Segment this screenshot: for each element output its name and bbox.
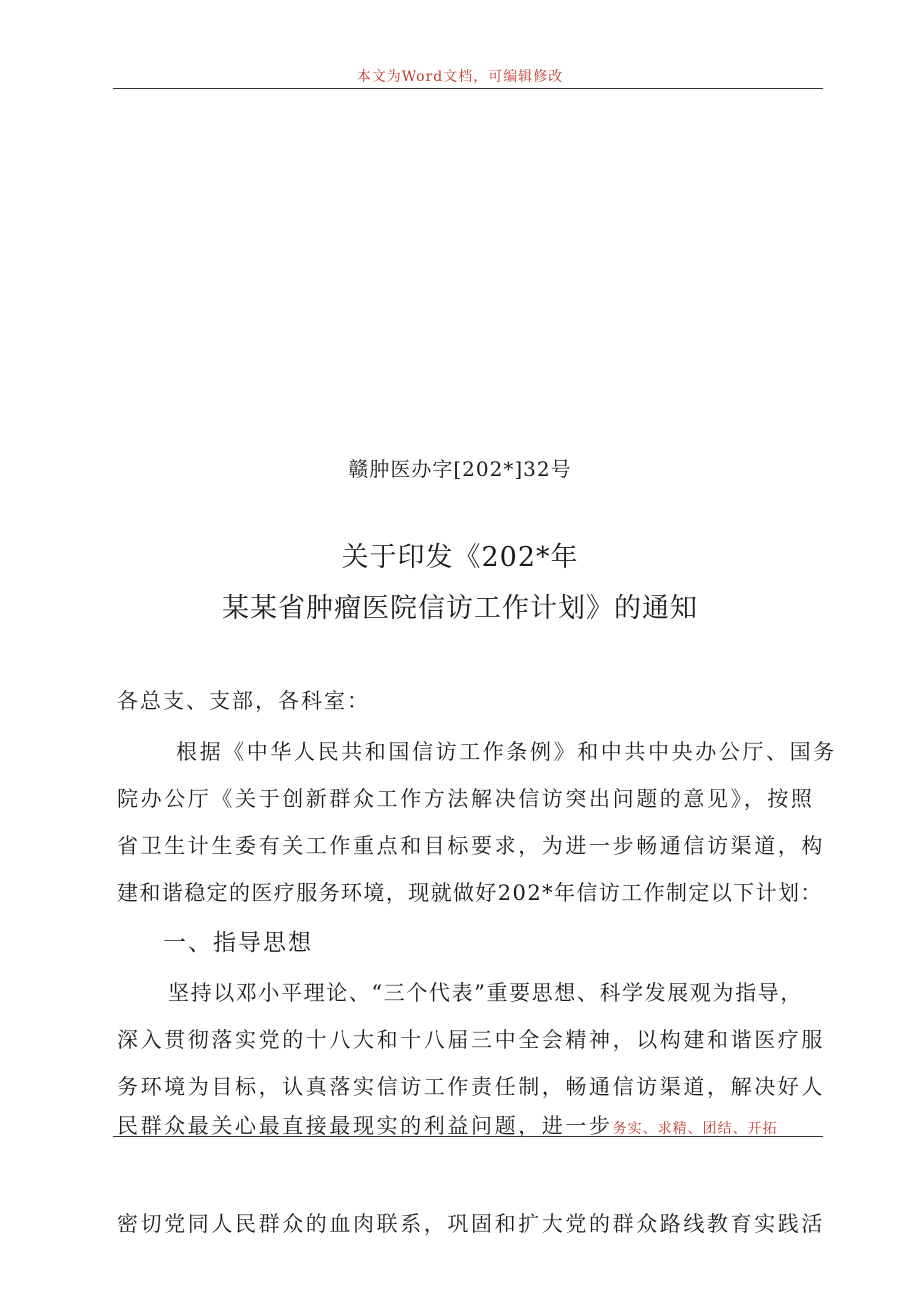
paragraph-1-line-2: 院办公厅《关于创新群众工作方法解决信访突出问题的意见》，按照: [117, 787, 815, 811]
paragraph-2-line-4-text: 民群众最关心最直接最现实的利益问题，进一步: [117, 1114, 613, 1138]
section-1-heading: 一、指导思想: [163, 930, 313, 956]
paragraph-2-line-3: 务环境为目标，认真落实信访工作责任制，畅通信访渠道，解决好人: [117, 1075, 825, 1099]
footer-note: 务实、求精、团结、开拓: [612, 1121, 778, 1137]
continuation-line: 密切党同人民群众的血肉联系，巩固和扩大党的群众路线教育实践活: [117, 1212, 825, 1236]
salutation: 各总支、支部，各科室：: [117, 689, 370, 713]
paragraph-1-line-4: 建和谐稳定的医疗服务环境，现就做好202*年信访工作制定以下计划：: [117, 881, 823, 905]
document-title-line-1: 关于印发《202*年: [341, 542, 579, 573]
header-rule: [113, 88, 823, 89]
document-title-line-2: 某某省肿瘤医院信访工作计划》的通知: [222, 593, 698, 624]
header-note: 本文为Word文档，可编辑修改: [356, 69, 564, 85]
paragraph-2-line-2: 深入贯彻落实党的十八大和十八届三中全会精神，以构建和谐医疗服: [117, 1028, 825, 1052]
footer-rule: [113, 1136, 823, 1137]
paragraph-1-line-3: 省卫生计生委有关工作重点和目标要求，为进一步畅通信访渠道，构: [117, 834, 825, 858]
document-number: 赣肿医办字[202*]32号: [348, 457, 572, 481]
paragraph-2-line-1: 坚持以邓小平理论、“三个代表”重要思想、科学发展观为指导，: [168, 981, 803, 1005]
paragraph-1-line-1: 根据《中华人民共和国信访工作条例》和中共中央办公厅、国务: [176, 740, 837, 764]
